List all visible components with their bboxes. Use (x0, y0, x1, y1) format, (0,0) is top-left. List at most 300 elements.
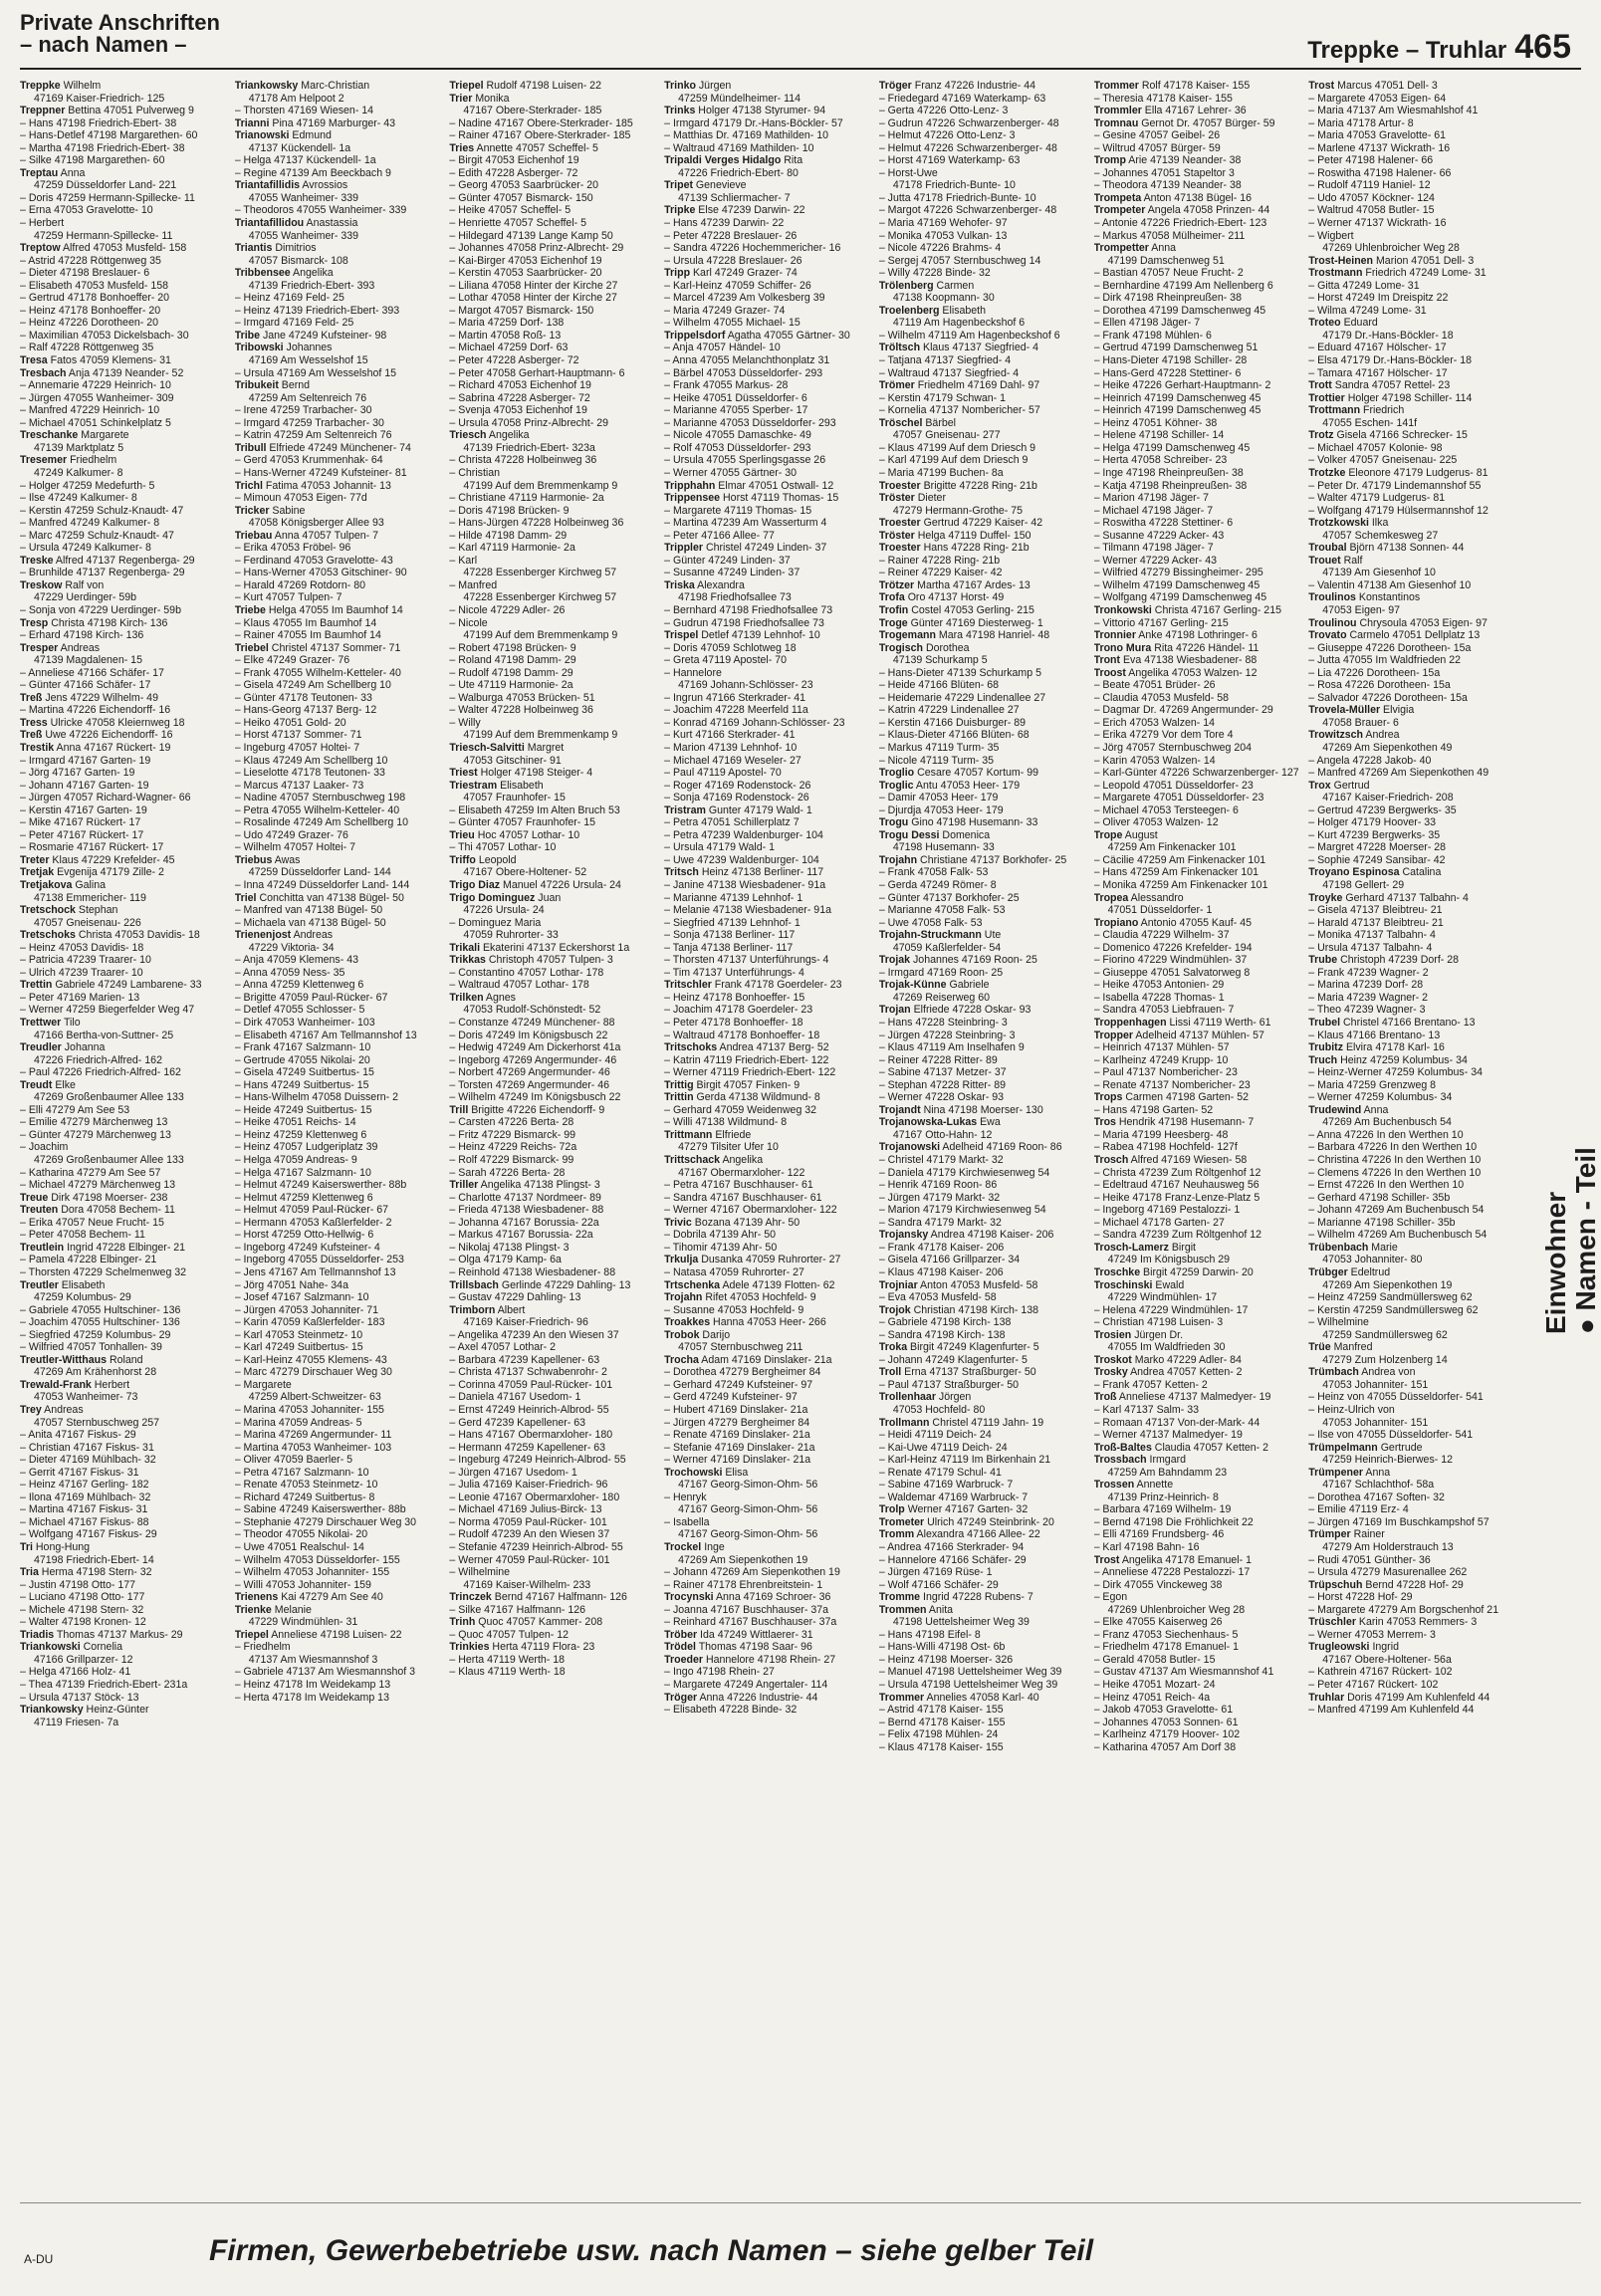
entry-surname: Tronnier (1093, 629, 1136, 642)
directory-entry: 47057 Bismarck- 108 (248, 254, 348, 267)
entry-surname: Trübenbach (1308, 1241, 1369, 1254)
directory-entry: – Christel 47179 Markt- 32 (878, 1154, 1004, 1167)
entry-surname: Trottier (1308, 391, 1345, 404)
directory-entry: – Susanne 47053 Hochfeld- 9 (664, 1303, 804, 1316)
entry-detail: Anke 47198 Lothringer- 6 (1135, 629, 1258, 642)
entry-detail: Ewald (1152, 1278, 1185, 1291)
directory-entry: – Werner 47259 Biegerfelder Weg 47 (20, 1004, 195, 1017)
directory-entry: – Wilhelm 47053 Johanniter- 155 (234, 1566, 390, 1579)
entry-detail: Adam 47169 Dinslaker- 21a (698, 1353, 832, 1366)
entry-detail: Hong-Hung (32, 1540, 91, 1553)
entry-surname: Tromp (1093, 154, 1126, 167)
entry-detail: Adelheid 47169 Roon- 86 (940, 1141, 1062, 1154)
entry-surname: Trotz (1308, 429, 1334, 442)
entry-detail: Cesare 47057 Kortum- 99 (914, 767, 1038, 780)
directory-entry: – Reinhold 47138 Wiesbadener- 88 (449, 1265, 616, 1278)
directory-entry (664, 629, 869, 642)
directory-entry (20, 1242, 225, 1255)
directory-entry: – Helmut 47249 Kaiserswerther- 88b (234, 1179, 407, 1192)
directory-entry: – Gabriele 47198 Kirch- 138 (878, 1316, 1012, 1329)
directory-entry (1094, 629, 1299, 642)
entry-surname: Tretschoks (20, 929, 76, 942)
directory-entry: – Tim 47137 Unterführungs- 4 (664, 966, 804, 979)
directory-entry: – Maria 47199 Buchen- 8a (878, 466, 1004, 479)
entry-detail: Andrea 47198 Kaiser- 206 (928, 1229, 1054, 1242)
directory-entry: – Marlene 47137 Wickrath- 16 (1308, 141, 1451, 154)
directory-entry: – Bernhard 47198 Friedhofsallee 73 (664, 603, 833, 616)
entry-detail: Gabriele 47249 Lambarene- 33 (52, 979, 202, 992)
directory-entry (879, 579, 1084, 592)
directory-entry: – Leopold 47051 Düsseldorfer- 23 (1093, 779, 1254, 792)
entry-detail: Annette 47057 Scheffel- 5 (474, 141, 598, 154)
entry-surname: Trinko (664, 80, 696, 92)
directory-entry: – Horst-Uwe (878, 166, 938, 179)
entry-detail: Andrea 47057 Ketten- 2 (1127, 1366, 1243, 1379)
directory-entry: – Jakob 47053 Gravelotte- 61 (1093, 1704, 1234, 1717)
entry-detail: Rita 47226 Händel- 11 (1151, 641, 1259, 654)
directory-entry (1094, 1279, 1299, 1292)
directory-entry: – Frank 47178 Kaiser- 206 (878, 1241, 1005, 1254)
directory-entry: – Anna 47226 In den Werthen 10 (1308, 1128, 1464, 1141)
directory-entry: – Sabrina 47228 Asberger- 72 (449, 391, 590, 404)
directory-entry: – Maria 47259 Grenzweg 8 (1308, 1078, 1437, 1091)
entry-surname: Treppke (20, 80, 61, 92)
directory-entry (449, 1104, 654, 1117)
directory-entry: – Willi 47138 Wildmund- 8 (664, 1116, 788, 1129)
directory-entry: – Edith 47228 Asberger- 72 (449, 166, 578, 179)
entry-surname: Tripp (664, 267, 691, 280)
directory-entry (879, 591, 1084, 604)
directory-entry: – Michael 47057 Kolonie- 98 (1308, 441, 1443, 454)
entry-detail: Brigitte 47228 Ring- 21b (920, 479, 1037, 492)
directory-entry: – Karlheinz 47249 Krupp- 10 (1093, 1053, 1229, 1066)
directory-entry: – Petra 47167 Salzmann- 10 (234, 1466, 369, 1479)
directory-entry: – Karl (449, 554, 478, 567)
directory-entry: – Heike 47057 Scheffel- 5 (449, 204, 572, 217)
directory-entry: – Kerstin 47259 Sandmüllersweg 62 (1308, 1303, 1479, 1316)
directory-entry (879, 1516, 1084, 1529)
directory-entry: – Ernst 47226 In den Werthen 10 (1308, 1179, 1465, 1192)
entry-surname: Tromnau (1093, 116, 1139, 129)
directory-entry (879, 492, 1084, 505)
entry-detail: Bettina 47051 Pulverweg 9 (65, 105, 194, 117)
directory-entry: 47053 Johanniter- 151 (1322, 1416, 1429, 1429)
directory-entry (449, 93, 654, 106)
directory-entry: – Siegfried 47139 Lehnhof- 1 (664, 916, 800, 929)
directory-entry: – Heinz 47057 Ludgeriplatz 39 (234, 1141, 378, 1154)
entry-detail: Alexandra 47166 Allee- 22 (914, 1528, 1040, 1541)
directory-entry: – Erich 47053 Walzen- 14 (1093, 716, 1216, 729)
directory-entry (20, 1079, 225, 1092)
entry-detail: Christiane 47137 Borkhofer- 25 (917, 853, 1067, 866)
entry-surname: Trostmann (1308, 267, 1363, 280)
directory-entry: 47167 Obere-Sterkrader- 185 (463, 105, 602, 117)
directory-entry: – Joachim 47055 Hultschiner- 136 (20, 1316, 180, 1329)
directory-entry: – Pamela 47228 Elbinger- 21 (20, 1254, 157, 1266)
directory-entry: – Torsten 47269 Angermunder- 46 (449, 1078, 610, 1091)
directory-entry: 47228 Essenberger Kirchweg 57 (463, 567, 617, 579)
entry-detail: Monika (472, 92, 510, 105)
directory-entry: – Ursula 47249 Kalkumer- 8 (20, 542, 151, 555)
entry-surname: Trojak-Künne (878, 979, 947, 992)
directory-entry (1094, 1266, 1299, 1279)
entry-surname: Troglic (878, 779, 914, 792)
directory-entry (1094, 1454, 1299, 1467)
directory-entry (449, 1591, 654, 1604)
entry-detail: Manfred (1330, 1341, 1373, 1354)
directory-entry: – Tihomir 47139 Ahr- 50 (664, 1241, 778, 1254)
directory-entry: – Herbert (20, 217, 65, 230)
directory-entry: – Michaela van 47138 Bügel- 50 (234, 916, 386, 929)
directory-entry: – Monika 47137 Talbahn- 4 (1308, 929, 1436, 942)
entry-detail: Fatos 47059 Klemens- 31 (47, 354, 171, 367)
directory-entry (1308, 591, 1513, 604)
directory-entry (449, 942, 654, 955)
directory-entry: – Georg 47053 Saarbrücker- 20 (449, 179, 599, 192)
entry-detail: Domenica (939, 828, 991, 841)
directory-entry: – Heiko 47051 Gold- 20 (234, 716, 346, 729)
entry-detail: Angela 47058 Prinzen- 44 (1145, 204, 1270, 217)
entry-detail: Pina 47169 Marburger- 43 (269, 116, 396, 129)
directory-entry: 47199 Auf dem Bremmenkamp 9 (463, 729, 618, 742)
entry-surname: Tries (449, 141, 475, 154)
directory-entry (20, 1017, 225, 1030)
directory-entry: – Anita 47167 Fiskus- 29 (20, 1429, 136, 1442)
entry-detail: Evgenija 47179 Zille- 2 (54, 866, 164, 879)
directory-entry: – Leonie 47167 Obermarxloher- 180 (449, 1491, 620, 1503)
directory-entry: – Ingrun 47166 Sterkrader- 41 (664, 691, 806, 704)
directory-entry: – Heinz 47259 Sandmüllersweg 62 (1308, 1291, 1473, 1304)
directory-entry (20, 105, 225, 117)
directory-entry (449, 1179, 654, 1192)
directory-entry: – Doris 47059 Schlotweg 18 (664, 641, 797, 654)
entry-surname: Treß (20, 691, 43, 704)
entry-surname: Trikali (449, 941, 481, 954)
entry-detail: Friedrich (1360, 404, 1405, 417)
entry-detail: Anneliese 47137 Malmedyer- 19 (1116, 1391, 1271, 1404)
directory-entry (20, 1566, 225, 1579)
directory-entry (1308, 1366, 1513, 1379)
directory-entry: – Walburga 47053 Brücken- 51 (449, 691, 595, 704)
directory-entry: – Werner 47059 Paul-Rücker- 101 (449, 1553, 610, 1566)
directory-entry: – Franz 47053 Siechenhaus- 5 (1093, 1628, 1239, 1641)
directory-entry: 47137 Kückendell- 1a (248, 141, 351, 154)
directory-entry (1094, 192, 1299, 205)
entry-surname: Trölenberg (878, 279, 934, 292)
directory-entry (449, 1641, 654, 1654)
directory-entry: – Kerstin 47053 Saarbrücker- 20 (449, 267, 602, 280)
directory-entry: – Nadine 47057 Sternbuschweg 198 (234, 792, 406, 804)
entry-surname: Triesch-Salvitti (449, 741, 525, 754)
directory-entry (1308, 267, 1513, 280)
directory-entry (664, 1591, 869, 1604)
directory-entry (235, 267, 440, 280)
entry-detail: Marion 47051 Dell- 3 (1373, 254, 1475, 267)
directory-entry: 47053 Rudolf-Schönstedt- 52 (463, 1004, 601, 1017)
directory-entry: – Heinrich 47137 Mühlen- 57 (1093, 1041, 1230, 1054)
directory-entry: – Ute 47119 Harmonie- 2a (449, 679, 573, 692)
directory-entry: – Dobrila 47139 Ahr- 50 (664, 1229, 777, 1242)
entry-detail: Birgit 47259 Darwin- 20 (1140, 1265, 1254, 1278)
directory-entry (449, 429, 654, 442)
directory-entry: – Gertrud 47239 Bergwerks- 35 (1308, 804, 1457, 816)
entry-detail: Edeltrud (1347, 1265, 1391, 1278)
entry-surname: Trost-Heinen (1308, 254, 1374, 267)
entry-detail: Ekaterini 47137 Eckershorst 1a (480, 941, 630, 954)
entry-surname: Tripet (664, 179, 693, 192)
directory-entry (1308, 1528, 1513, 1541)
directory-entry (20, 1629, 225, 1642)
directory-entry (449, 854, 654, 867)
directory-entry: – Helmut 47059 Paul-Rücker- 67 (234, 1204, 388, 1217)
entry-detail: Anton 47138 Bügel- 16 (1141, 191, 1252, 204)
entry-surname: Trittig (664, 1078, 694, 1091)
directory-entry: – Isabella (664, 1515, 710, 1528)
directory-entry: – Barbara 47226 In den Werthen 10 (1308, 1141, 1478, 1154)
entry-detail: Carmen (933, 279, 975, 292)
directory-entry: – Ursula 47228 Breslauer- 26 (664, 254, 802, 267)
directory-entry (20, 854, 225, 867)
directory-entry: – Stefanie 47169 Dinslaker- 21a (664, 1441, 815, 1454)
directory-entry: – Heike 47178 Franz-Lenze-Platz 5 (1093, 1191, 1260, 1204)
directory-entry: 47259 Sandmüllersweg 62 (1322, 1328, 1448, 1341)
entry-surname: Tribbensee (234, 267, 291, 280)
entry-surname: Tribowski (234, 342, 284, 354)
directory-entry (1308, 1266, 1513, 1279)
directory-entry (20, 555, 225, 568)
entry-detail: Conchitta van 47138 Bügel- 50 (256, 891, 404, 904)
directory-entry: – Willy 47228 Binde- 32 (878, 267, 991, 280)
directory-entry: – Ursula 47137 Stöck- 13 (20, 1691, 139, 1704)
directory-entry: 47053 Hochfeld- 80 (892, 1403, 986, 1416)
directory-entry: – Hans 47228 Steinbring- 3 (878, 1017, 1008, 1030)
entry-detail: Detlef 47139 Lehnhof- 10 (698, 629, 820, 642)
entry-surname: Tröber (664, 1628, 698, 1641)
entry-surname: Triebau (234, 529, 273, 542)
directory-entry: – Markus 47167 Borussia- 22a (449, 1229, 593, 1242)
directory-entry: – Nicole 47229 Adler- 26 (449, 603, 566, 616)
entry-detail: Heinz-Günter (83, 1704, 149, 1717)
directory-entry (879, 342, 1084, 354)
directory-entry: – Gertrud 47178 Bonhoeffer- 20 (20, 292, 169, 305)
directory-entry: – Martina 47053 Wanheimer- 103 (234, 1441, 392, 1454)
directory-entry (664, 1091, 869, 1104)
directory-entry (1094, 1354, 1299, 1367)
directory-entry: – Elisabeth 47228 Binde- 32 (664, 1704, 798, 1717)
directory-entry (235, 442, 440, 455)
directory-entry: 47226 Friedrich-Alfred- 162 (34, 1053, 162, 1066)
directory-entry (1094, 1116, 1299, 1129)
directory-entry (664, 80, 869, 93)
entry-surname: Tritsch (664, 866, 699, 879)
entry-detail: Alexandra (694, 578, 745, 591)
directory-entry: – Peter 47167 Rückert- 102 (1308, 1679, 1439, 1691)
entry-detail: Marcus 47051 Dell- 3 (1334, 80, 1438, 92)
entry-surname: Trollenhaar (878, 1391, 936, 1404)
directory-entry: – Walter 47228 Holbeinweg 36 (449, 704, 593, 717)
entry-surname: Trompeta (1093, 191, 1142, 204)
entry-detail: Else 47239 Darwin- 22 (695, 204, 805, 217)
entry-detail: Gerda 47138 Wildmund- 8 (693, 1091, 820, 1104)
entry-detail: Andreas (291, 929, 334, 942)
directory-entry: 47279 Tilsiter Ufer 10 (678, 1141, 779, 1154)
directory-entry (1308, 892, 1513, 905)
name-range (1307, 28, 1571, 67)
directory-entry (20, 367, 225, 380)
entry-surname: Treß (20, 729, 43, 742)
directory-entry: – Brunhilde 47137 Regenberga- 29 (20, 567, 185, 579)
entry-surname: Troeder (664, 1653, 703, 1666)
directory-entry (664, 579, 869, 592)
directory-entry (20, 454, 225, 467)
directory-entry: – Wilhelm 47269 Am Buchenbusch 54 (1308, 1229, 1487, 1242)
directory-entry: – Gerhard 47059 Weidenweg 32 (664, 1103, 817, 1116)
directory-entry (1094, 105, 1299, 117)
directory-entry: – Jörg 47057 Sternbuschweg 204 (1093, 741, 1252, 754)
directory-entry: – Helga 47199 Damschenweg 45 (1093, 441, 1251, 454)
entry-surname: Trigo Dominguez (449, 891, 536, 904)
directory-entry: – Heinz 47053 Davidis- 18 (20, 941, 144, 954)
section-title-line2: – nach Namen – (20, 32, 187, 57)
directory-entry: – Marion 47179 Kirchwiesenweg 54 (878, 1204, 1046, 1217)
entry-detail: Angelika (720, 1154, 764, 1167)
directory-entry: – Maria 47239 Wagner- 2 (1308, 991, 1429, 1004)
directory-entry: – Eva 47053 Musfeld- 58 (878, 1291, 997, 1304)
entry-surname: Tretjak (20, 866, 55, 879)
directory-entry: – Anna 47059 Ness- 35 (234, 966, 345, 979)
directory-entry: – Friedhelm (234, 1641, 291, 1654)
entry-detail: Cornelia (80, 1641, 123, 1654)
directory-entry: – Stefanie 47239 Heinrich-Albrod- 55 (449, 1540, 623, 1553)
directory-entry: – Marianne 47198 Schiller- 35b (1308, 1216, 1456, 1229)
entry-surname: Trogemann (878, 629, 936, 642)
directory-entry: – Manfred (449, 578, 498, 591)
directory-entry: 47259 Hermann-Spillecke- 11 (34, 229, 173, 242)
entry-detail: Andrea (1363, 729, 1400, 742)
entry-detail: Tilo (61, 1017, 81, 1030)
directory-entry: – Reinhard 47167 Buschhauser- 37a (664, 1616, 837, 1629)
directory-entry (879, 1591, 1084, 1604)
directory-entry: – Edeltraud 47167 Neuhausweg 56 (1093, 1179, 1259, 1192)
directory-entry: – Anneliese 47228 Pestalozzi- 17 (1093, 1566, 1251, 1579)
directory-entry: 47166 Grillparzer- 12 (34, 1653, 133, 1666)
entry-detail: Alfred 47053 Musfeld- 158 (60, 242, 187, 255)
directory-entry: – Clemens 47226 In den Werthen 10 (1308, 1166, 1482, 1179)
directory-entry: 47169 Kaiser-Friedrich- 96 (463, 1316, 588, 1329)
directory-entry: 47198 Husemann- 33 (892, 841, 995, 854)
directory-entry: 47259 Kolumbus- 29 (34, 1291, 131, 1304)
entry-detail: Thomas 47198 Saar- 96 (695, 1641, 812, 1654)
directory-entry: – Helmut 47226 Otto-Lenz- 3 (878, 129, 1016, 142)
directory-entry: – Hannelore 47166 Schäfer- 29 (878, 1553, 1027, 1566)
entry-surname: Trocha (664, 1353, 699, 1366)
directory-entry (235, 530, 440, 543)
entry-surname: Trockel (664, 1540, 702, 1553)
directory-entry: – Brigitte 47059 Paul-Rücker- 67 (234, 991, 388, 1004)
directory-entry: – Felix 47198 Mühlen- 24 (878, 1728, 999, 1741)
entry-surname: Trojandt (878, 1103, 921, 1116)
directory-entry: – Werner 47055 Gärtner- 30 (664, 466, 798, 479)
entry-surname: Trossen (1093, 1479, 1135, 1492)
directory-entry: – Jutta 47178 Friedrich-Bunte- 10 (878, 191, 1036, 204)
directory-entry: – Sandra 47226 Hochemmericher- 16 (664, 242, 841, 255)
directory-entry: 47269 Am Siepenkothen 19 (1322, 1278, 1453, 1291)
section-title (20, 12, 220, 56)
directory-entry: – Michael 47279 Märchenweg 13 (20, 1179, 176, 1192)
directory-entry (1094, 1366, 1299, 1379)
entry-surname: Troakkes (664, 1316, 711, 1329)
entry-surname: Truhlar (1308, 1691, 1345, 1704)
directory-entry (664, 979, 869, 992)
directory-entry: – Dirk 47053 Wanheimer- 103 (234, 1017, 375, 1030)
directory-entry: 47169 Kaiser-Friedrich- 125 (34, 92, 165, 105)
directory-entry: – Gertrud 47199 Damschenweg 51 (1093, 342, 1258, 354)
entry-detail: Jörgen (935, 1391, 972, 1404)
entry-surname: Tress (20, 716, 48, 729)
directory-entry: – Klaus 47055 Im Baumhof 14 (234, 616, 377, 629)
directory-entry: – Joachim (20, 1141, 69, 1154)
entry-detail: Margret (524, 741, 565, 754)
entry-detail: Klaus 47137 Siegfried- 4 (920, 342, 1039, 354)
directory-entry: – Manfred 47199 Am Kuhlenfeld 44 (1308, 1704, 1475, 1717)
entry-detail: Andreas (58, 641, 101, 654)
directory-entry: – Manfred 47249 Kalkumer- 8 (20, 517, 160, 530)
entry-surname: Trojahn-Struckmann (878, 929, 982, 942)
directory-entry: – Gerd 47239 Kapellener- 63 (449, 1416, 586, 1429)
directory-entry (1094, 204, 1299, 217)
directory-entry: – Margot 47057 Bismarck- 150 (449, 304, 594, 317)
directory-entry: – Mike 47167 Rückert- 17 (20, 816, 141, 829)
directory-entry: 47228 Essenberger Kirchweg 57 (463, 591, 617, 604)
directory-entry: 47259 Am Finkenacker 101 (1107, 841, 1237, 854)
directory-entry (235, 1629, 440, 1642)
directory-entry: – Klaus 47249 Am Schellberg 10 (234, 754, 388, 767)
directory-entry: 47169 Johann-Schlösser- 23 (678, 679, 813, 692)
directory-entry: – Sandra 47198 Kirch- 138 (878, 1328, 1006, 1341)
directory-entry (1308, 1641, 1513, 1654)
directory-entry (1308, 1692, 1513, 1705)
entry-surname: Troelenberg (878, 304, 940, 317)
directory-entry: – Karl-Heinz 47119 Im Birkenhain 21 (878, 1454, 1051, 1467)
entry-detail: Karin 47053 Remmers- 3 (1355, 1616, 1478, 1629)
directory-entry: – Joanna 47167 Buschhauser- 37a (664, 1603, 829, 1616)
entry-detail: Galina (72, 879, 106, 891)
entry-detail: Christian 47198 Kirch- 138 (910, 1303, 1039, 1316)
directory-entry (20, 1354, 225, 1367)
directory-entry: – Theodora 47139 Neander- 38 (1093, 179, 1242, 192)
directory-entry: – Katharina 47057 Am Dorf 38 (1093, 1740, 1237, 1753)
entry-surname: Tribe (234, 329, 261, 342)
directory-entry: 47139 Magdalenen- 15 (34, 654, 142, 667)
directory-entry (879, 604, 1084, 617)
directory-entry: – Heike 47053 Antonien- 29 (1093, 979, 1225, 992)
directory-entry: – Jürgen 47057 Richard-Wagner- 66 (20, 792, 191, 804)
directory-entry: – Uwe 47058 Falk- 53 (878, 916, 983, 929)
entry-surname: Treske (20, 554, 54, 567)
directory-entry: – Gisela 47166 Grillparzer- 34 (878, 1254, 1021, 1266)
directory-entry: – Heinrich 47199 Damschenweg 45 (1093, 404, 1261, 417)
directory-entry (20, 617, 225, 630)
entry-detail: Elfriede 47249 Münchener- 74 (266, 441, 411, 454)
directory-entry (1308, 1467, 1513, 1480)
directory-entry: – Christian 47198 Luisen- 3 (1093, 1316, 1224, 1329)
directory-entry: – Claudia 47229 Wilhelm- 37 (1093, 929, 1230, 942)
entry-surname: Tretjakova (20, 879, 73, 891)
directory-entry (879, 480, 1084, 493)
entry-detail: Lissi 47119 Werth- 61 (1166, 1017, 1271, 1030)
directory-entry: – Frank 47055 Markus- 28 (664, 379, 789, 392)
entry-detail: Bernd 47167 Halfmann- 126 (491, 1591, 627, 1604)
